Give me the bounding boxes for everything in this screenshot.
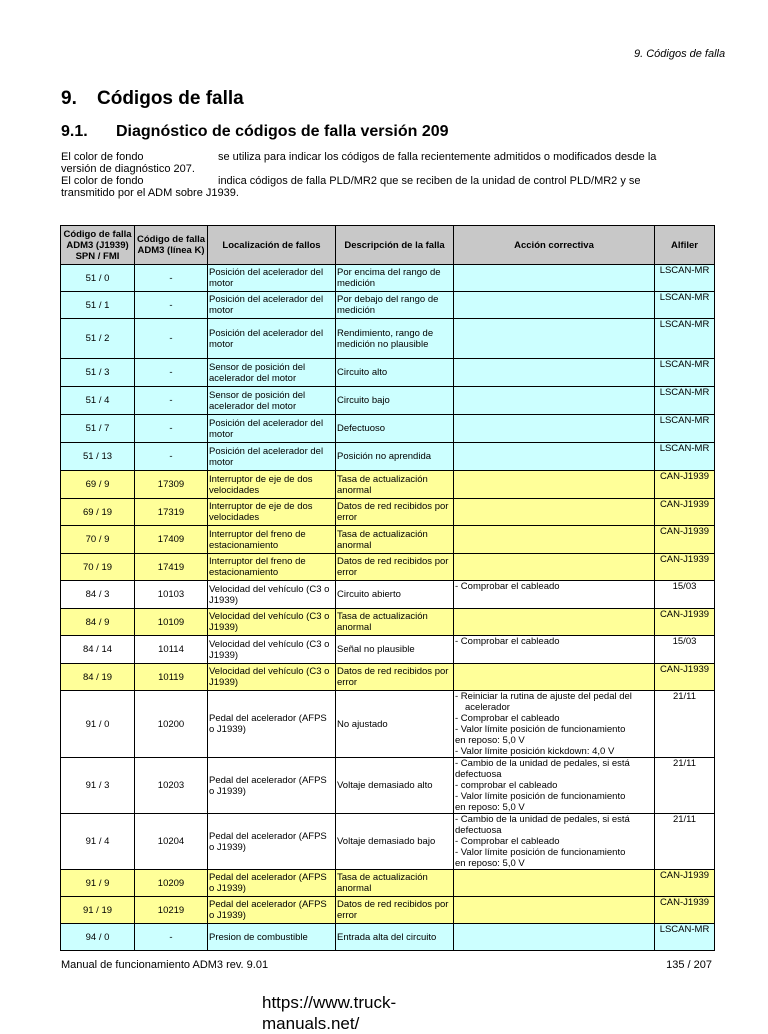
action-line: - Valor límite posición kickdown: 4,0 V bbox=[455, 746, 615, 757]
cell-code: 51 / 3 bbox=[61, 359, 135, 387]
intro-line-1-rest: se utiliza para indicar los códigos de falla recientemente admitidos o modificados desde la bbox=[218, 151, 657, 163]
action-line: - Valor límite posición de funcionamiento bbox=[455, 791, 626, 802]
cell-description: Datos de red recibidos por error bbox=[336, 554, 454, 581]
intro-line-1 bbox=[61, 151, 721, 163]
cell-pin: LSCAN-MR bbox=[655, 292, 715, 319]
cell-location: Posición del acelerador del motor bbox=[208, 443, 336, 471]
cell-description: Tasa de actualización anormal bbox=[336, 609, 454, 636]
cell-description: Por debajo del rango de medición bbox=[336, 292, 454, 319]
intro-line-2: versión de diagnóstico 207. bbox=[61, 163, 195, 175]
cell-pin: LSCAN-MR bbox=[655, 415, 715, 443]
table-row bbox=[61, 359, 715, 387]
cell-description: Tasa de actualización anormal bbox=[336, 471, 454, 499]
cell-location: Posición del acelerador del motor bbox=[208, 265, 336, 292]
cell-action bbox=[454, 814, 655, 870]
table-row bbox=[61, 499, 715, 526]
cell-action bbox=[454, 359, 655, 387]
action-line: - Cambio de la unidad de pedales, si está bbox=[455, 814, 630, 825]
cell-location: Velocidad del vehículo (C3 o J1939) bbox=[208, 581, 336, 609]
cell-code: 51 / 2 bbox=[61, 319, 135, 359]
cell-action bbox=[454, 581, 655, 609]
table-row bbox=[61, 265, 715, 292]
cell-code-k-line: 10203 bbox=[135, 758, 208, 814]
cell-code: 70 / 19 bbox=[61, 554, 135, 581]
cell-location: Pedal del acelerador (AFPS o J1939) bbox=[208, 758, 336, 814]
table-row bbox=[61, 471, 715, 499]
action-line: - Comprobar el cableado bbox=[455, 713, 560, 724]
intro-paragraph bbox=[61, 151, 721, 199]
cell-description: Voltaje demasiado alto bbox=[336, 758, 454, 814]
action-line: en reposo: 5,0 V bbox=[455, 735, 525, 746]
intro-line-4: transmitido por el ADM sobre J1939. bbox=[61, 187, 239, 199]
cell-code-k-line: 10204 bbox=[135, 814, 208, 870]
source-url-link[interactable]: https://www.truck-manuals.net/ bbox=[262, 993, 397, 1033]
cell-location: Interruptor del freno de estacionamiento bbox=[208, 526, 336, 554]
action-line: en reposo: 5,0 V bbox=[455, 802, 525, 813]
section-title bbox=[61, 87, 244, 111]
cell-location: Posición del acelerador del motor bbox=[208, 319, 336, 359]
cell-location: Posición del acelerador del motor bbox=[208, 415, 336, 443]
cell-pin: CAN-J1939 bbox=[655, 499, 715, 526]
cell-action bbox=[454, 758, 655, 814]
cell-code-k-line: - bbox=[135, 265, 208, 292]
table-row bbox=[61, 758, 715, 814]
cell-code: 69 / 9 bbox=[61, 471, 135, 499]
cell-action bbox=[454, 526, 655, 554]
cell-code-k-line: 10200 bbox=[135, 691, 208, 758]
table-row bbox=[61, 691, 715, 758]
action-line: acelerador bbox=[465, 702, 510, 713]
action-line: defectuosa bbox=[455, 769, 502, 780]
cell-code-k-line: - bbox=[135, 415, 208, 443]
action-line: - Valor límite posición de funcionamiento bbox=[455, 724, 626, 735]
subsection-title-text: Diagnóstico de códigos de falla versión 209 bbox=[116, 123, 449, 140]
cell-code: 91 / 19 bbox=[61, 897, 135, 924]
action-line: - Reiniciar la rutina de ajuste del pedal del bbox=[455, 691, 632, 702]
cell-code-k-line: 10114 bbox=[135, 636, 208, 664]
table-row bbox=[61, 415, 715, 443]
cell-pin: 21/11 bbox=[655, 758, 715, 814]
cell-pin: CAN-J1939 bbox=[655, 554, 715, 581]
subsection-title bbox=[61, 122, 449, 142]
cell-code: 91 / 4 bbox=[61, 814, 135, 870]
cell-code-k-line: 10103 bbox=[135, 581, 208, 609]
cell-code-k-line: - bbox=[135, 924, 208, 951]
section-number: 9. bbox=[61, 88, 77, 109]
cell-pin: LSCAN-MR bbox=[655, 319, 715, 359]
cell-pin: CAN-J1939 bbox=[655, 897, 715, 924]
cell-code-k-line: 17409 bbox=[135, 526, 208, 554]
cell-description: No ajustado bbox=[336, 691, 454, 758]
cell-code: 91 / 0 bbox=[61, 691, 135, 758]
cell-description: Circuito abierto bbox=[336, 581, 454, 609]
table-row bbox=[61, 319, 715, 359]
cell-description: Tasa de actualización anormal bbox=[336, 870, 454, 897]
cell-location: Presion de combustible bbox=[208, 924, 336, 951]
footer-manual-title: Manual de funcionamiento ADM3 rev. 9.01 bbox=[61, 959, 269, 971]
cell-description: Datos de red recibidos por error bbox=[336, 499, 454, 526]
cell-action bbox=[454, 636, 655, 664]
fault-code-table bbox=[60, 225, 715, 951]
cell-code: 70 / 9 bbox=[61, 526, 135, 554]
cell-description: Defectuoso bbox=[336, 415, 454, 443]
cell-pin: LSCAN-MR bbox=[655, 359, 715, 387]
cell-description: Rendimiento, rango de medición no plausible bbox=[336, 319, 454, 359]
header-code: Código de falla ADM3 (J1939) SPN / FMI bbox=[61, 226, 135, 265]
cell-pin: LSCAN-MR bbox=[655, 443, 715, 471]
cell-code: 51 / 1 bbox=[61, 292, 135, 319]
table-row bbox=[61, 636, 715, 664]
table-row bbox=[61, 292, 715, 319]
cell-pin: LSCAN-MR bbox=[655, 265, 715, 292]
cell-description: Circuito alto bbox=[336, 359, 454, 387]
cell-code-k-line: - bbox=[135, 319, 208, 359]
cell-action bbox=[454, 292, 655, 319]
header-location: Localización de fallos bbox=[208, 226, 336, 265]
table-row bbox=[61, 924, 715, 951]
cell-action bbox=[454, 265, 655, 292]
table-body bbox=[61, 265, 715, 951]
cell-location: Interruptor de eje de dos velocidades bbox=[208, 499, 336, 526]
cell-location: Pedal del acelerador (AFPS o J1939) bbox=[208, 870, 336, 897]
cell-action bbox=[454, 415, 655, 443]
cell-description: Voltaje demasiado bajo bbox=[336, 814, 454, 870]
cell-pin: LSCAN-MR bbox=[655, 387, 715, 415]
cell-code-k-line: 17319 bbox=[135, 499, 208, 526]
action-line: - Cambio de la unidad de pedales, si está bbox=[455, 758, 630, 769]
cell-location: Sensor de posición del acelerador del motor bbox=[208, 359, 336, 387]
cell-action bbox=[454, 691, 655, 758]
cell-code-k-line: 17309 bbox=[135, 471, 208, 499]
table-row bbox=[61, 554, 715, 581]
cell-pin: CAN-J1939 bbox=[655, 526, 715, 554]
cell-description: Datos de red recibidos por error bbox=[336, 664, 454, 691]
cell-code-k-line: - bbox=[135, 359, 208, 387]
intro-line-3-lead: El color de fondo bbox=[61, 175, 144, 187]
cell-code: 51 / 4 bbox=[61, 387, 135, 415]
cell-code-k-line: 10109 bbox=[135, 609, 208, 636]
cell-action bbox=[454, 499, 655, 526]
cell-code: 84 / 3 bbox=[61, 581, 135, 609]
cell-location: Velocidad del vehículo (C3 o J1939) bbox=[208, 664, 336, 691]
action-line: - Valor límite posición de funcionamiento bbox=[455, 847, 626, 858]
subsection-number: 9.1. bbox=[61, 123, 88, 140]
cell-pin: CAN-J1939 bbox=[655, 609, 715, 636]
cell-location: Velocidad del vehículo (C3 o J1939) bbox=[208, 609, 336, 636]
cell-pin: CAN-J1939 bbox=[655, 870, 715, 897]
cell-description: Datos de red recibidos por error bbox=[336, 897, 454, 924]
table-row bbox=[61, 897, 715, 924]
cell-pin: LSCAN-MR bbox=[655, 924, 715, 951]
cell-code: 84 / 9 bbox=[61, 609, 135, 636]
intro-line-1-lead: El color de fondo bbox=[61, 151, 144, 163]
cell-code-k-line: 10209 bbox=[135, 870, 208, 897]
header-pin: Alfiler bbox=[655, 226, 715, 265]
cell-pin: 15/03 bbox=[655, 581, 715, 609]
cell-pin: 21/11 bbox=[655, 814, 715, 870]
cell-action bbox=[454, 319, 655, 359]
action-line: - comprobar el cableado bbox=[455, 780, 558, 791]
cell-pin: 15/03 bbox=[655, 636, 715, 664]
cell-pin: CAN-J1939 bbox=[655, 471, 715, 499]
table-header-row bbox=[61, 226, 715, 265]
action-line: - Comprobar el cableado bbox=[455, 581, 560, 592]
cell-location: Posición del acelerador del motor bbox=[208, 292, 336, 319]
cell-code-k-line: - bbox=[135, 387, 208, 415]
cell-description: Señal no plausible bbox=[336, 636, 454, 664]
cell-code-k-line: 10119 bbox=[135, 664, 208, 691]
table-row bbox=[61, 581, 715, 609]
header-description: Descripción de la falla bbox=[336, 226, 454, 265]
section-title-text: Códigos de falla bbox=[97, 88, 244, 109]
cell-location: Interruptor de eje de dos velocidades bbox=[208, 471, 336, 499]
header-code-k-line: Código de falla ADM3 (línea K) bbox=[135, 226, 208, 265]
running-head: 9. Códigos de falla bbox=[634, 48, 726, 60]
cell-action bbox=[454, 924, 655, 951]
cell-action bbox=[454, 554, 655, 581]
cell-code: 91 / 3 bbox=[61, 758, 135, 814]
cell-action bbox=[454, 609, 655, 636]
cell-code: 69 / 19 bbox=[61, 499, 135, 526]
cell-description: Entrada alta del circuito bbox=[336, 924, 454, 951]
intro-line-3-rest: indica códigos de falla PLD/MR2 que se reciben de la unidad de control PLD/MR2 y se bbox=[218, 175, 641, 187]
cell-code: 51 / 13 bbox=[61, 443, 135, 471]
cell-pin: 21/11 bbox=[655, 691, 715, 758]
footer-page-number: 135 / 207 bbox=[666, 959, 712, 971]
header-action: Acción correctiva bbox=[454, 226, 655, 265]
cell-code-k-line: 10219 bbox=[135, 897, 208, 924]
cell-description: Por encima del rango de medición bbox=[336, 265, 454, 292]
cell-location: Sensor de posición del acelerador del motor bbox=[208, 387, 336, 415]
cell-code: 84 / 14 bbox=[61, 636, 135, 664]
cell-code: 51 / 0 bbox=[61, 265, 135, 292]
cell-code-k-line: - bbox=[135, 443, 208, 471]
cell-location: Pedal del acelerador (AFPS o J1939) bbox=[208, 691, 336, 758]
cell-pin: CAN-J1939 bbox=[655, 664, 715, 691]
table-row bbox=[61, 814, 715, 870]
action-line: en reposo: 5,0 V bbox=[455, 858, 525, 869]
cell-location: Pedal del acelerador (AFPS o J1939) bbox=[208, 814, 336, 870]
cell-location: Velocidad del vehículo (C3 o J1939) bbox=[208, 636, 336, 664]
action-line: - Comprobar el cableado bbox=[455, 836, 560, 847]
cell-code: 84 / 19 bbox=[61, 664, 135, 691]
cell-description: Posición no aprendida bbox=[336, 443, 454, 471]
cell-action bbox=[454, 664, 655, 691]
cell-description: Circuito bajo bbox=[336, 387, 454, 415]
cell-action bbox=[454, 443, 655, 471]
cell-code: 91 / 9 bbox=[61, 870, 135, 897]
cell-location: Interruptor del freno de estacionamiento bbox=[208, 554, 336, 581]
intro-line-3 bbox=[61, 175, 721, 187]
cell-code-k-line: - bbox=[135, 292, 208, 319]
table-row bbox=[61, 664, 715, 691]
table-row bbox=[61, 443, 715, 471]
cell-action bbox=[454, 897, 655, 924]
cell-action bbox=[454, 387, 655, 415]
action-line: defectuosa bbox=[455, 825, 502, 836]
table-row bbox=[61, 609, 715, 636]
action-line: - Comprobar el cableado bbox=[455, 636, 560, 647]
cell-action bbox=[454, 870, 655, 897]
cell-code: 51 / 7 bbox=[61, 415, 135, 443]
cell-action bbox=[454, 471, 655, 499]
cell-code-k-line: 17419 bbox=[135, 554, 208, 581]
cell-code: 94 / 0 bbox=[61, 924, 135, 951]
table-row bbox=[61, 387, 715, 415]
cell-description: Tasa de actualización anormal bbox=[336, 526, 454, 554]
table-row bbox=[61, 870, 715, 897]
table-row bbox=[61, 526, 715, 554]
cell-location: Pedal del acelerador (AFPS o J1939) bbox=[208, 897, 336, 924]
